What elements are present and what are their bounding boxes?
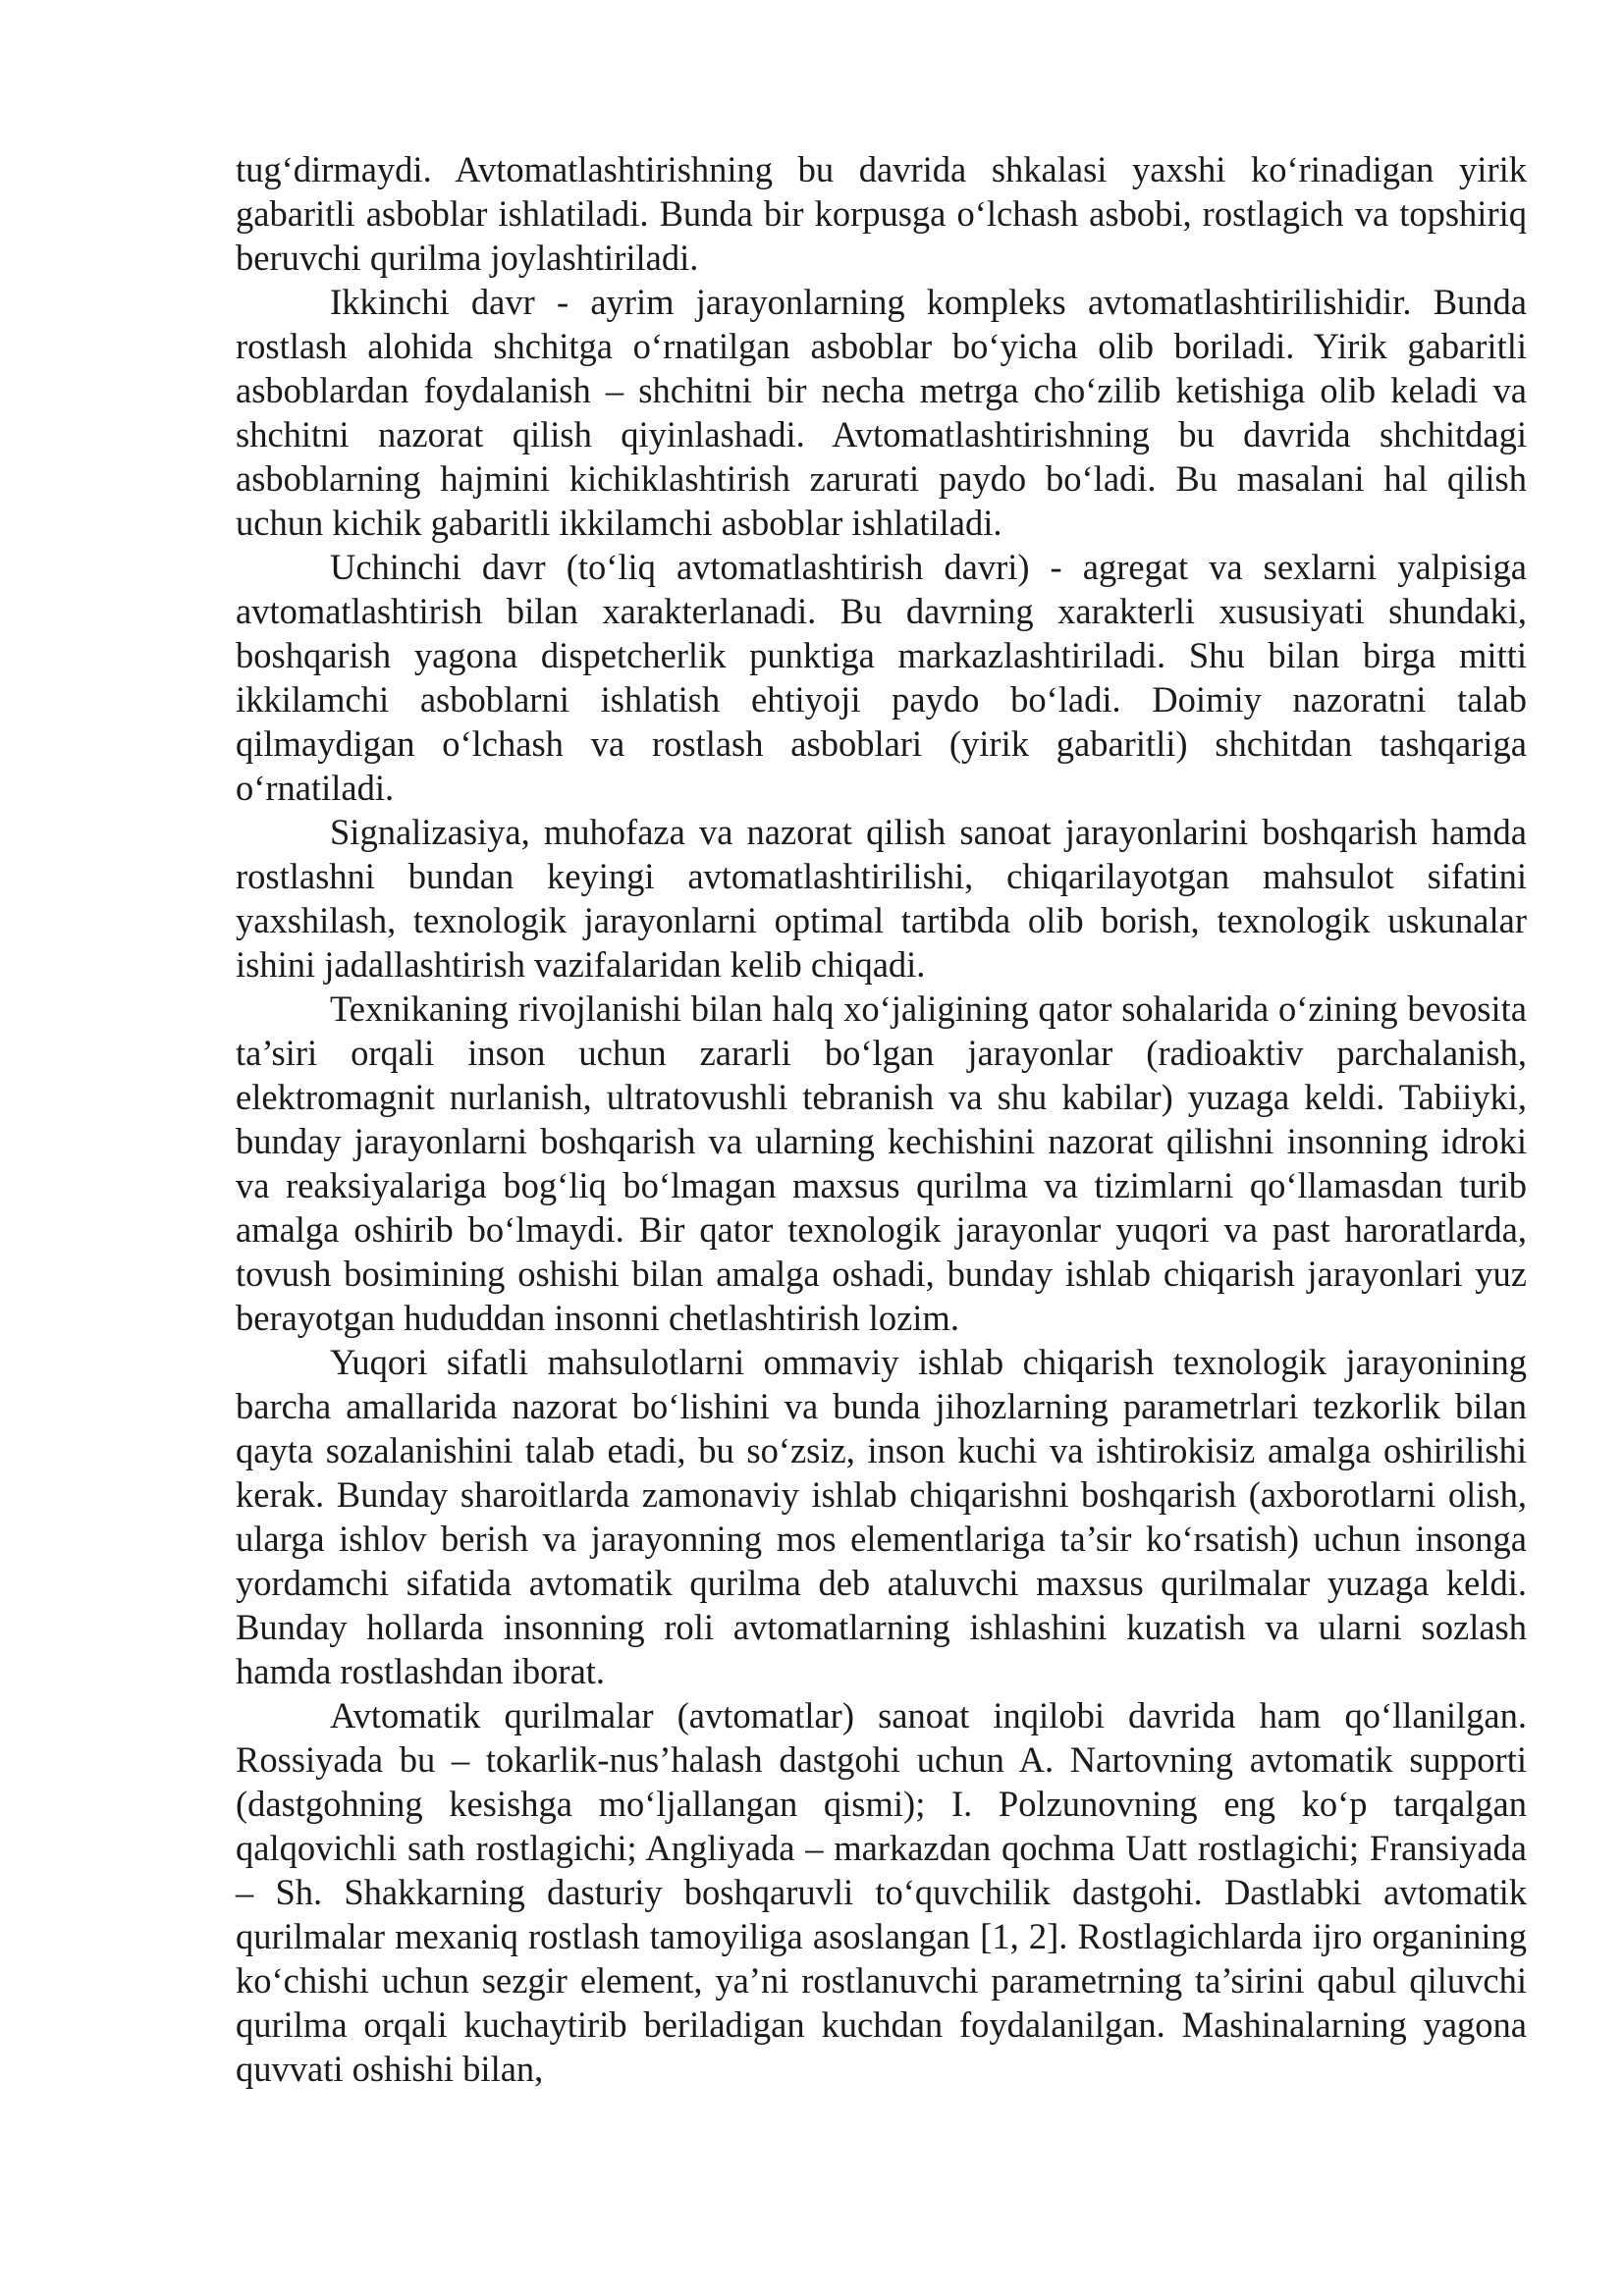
paragraph-signalization: Signalizasiya, muhofaza va nazorat qilish sanoat jarayonlarini boshqarish hamda rostlashni bundan keyingi avtomatlashtirilishi, chiqarilayotgan mahsulot sifatini yaxshilash, texnologik jarayonlarni optimal tartibda olib borish, texnologik uskunalar ishini jadallashtirish vazifalaridan kelib chiqadi. xyxy=(236,812,1527,985)
document-page xyxy=(236,147,1527,2091)
paragraph-continuation: tug‘dirmaydi. Avtomatlashtirishning bu davrida shkalasi yaxshi ko‘rinadigan yirik gabaritli asboblar ishlatiladi. Bunda bir korpusga o‘lchash asbobi, rostlagich va topshiriq beruvchi qurilma joylashtiriladi. xyxy=(236,149,1527,278)
paragraph-technology-development: Texnikaning rivojlanishi bilan halq xo‘jaligining qator sohalarida o‘zining bevosita ta’siri orqali inson uchun zararli bo‘lgan jarayonlar (radioaktiv parchalanish, elektromagnit nurlanish, ultratovushli tebranish va shu kabilar) yuzaga keldi. Tabiiyki, bunday jarayonlarni boshqarish va ularning kechishini nazorat qilishni insonning idroki va reaksiyalariga bog‘liq bo‘lmagan maxsus qurilma va tizimlarni qo‘llamasdan turib amalga oshirib bo‘lmaydi. Bir qator texnologik jarayonlar yuqori va past haroratlarda, tovush bosimining oshishi bilan amalga oshadi, bunday ishlab chiqarish jarayonlari yuz berayotgan hududdan insonni chetlashtirish lozim. xyxy=(236,988,1527,1338)
paragraph-second-period: Ikkinchi davr - ayrim jarayonlarning kompleks avtomatlashtirilishidir. Bunda rostlash alohida shchitga o‘rnatilgan asboblar bo‘yicha olib boriladi. Yirik gabaritli asboblardan foydalanish – shchitni bir necha metrga cho‘zilib ketishiga olib keladi va shchitni nazorat qilish qiyinlashadi. Avtomatlashtirishning bu davrida shchitdagi asboblarning hajmini kichiklashtirish zarurati paydo bo‘ladi. Bu masalani hal qilish uchun kichik gabaritli ikkilamchi asboblar ishlatiladi. xyxy=(236,282,1527,543)
paragraph-mass-production: Yuqori sifatli mahsulotlarni ommaviy ishlab chiqarish texnologik jarayonining barcha amallarida nazorat bo‘lishini va bunda jihozlarning parametrlari tezkorlik bilan qayta sozalanishini talab etadi, bu so‘zsiz, inson kuchi va ishtirokisiz amalga oshirilishi kerak. Bunday sharoitlarda zamonaviy ishlab chiqarishni boshqarish (axborotlarni olish, ularga ishlov berish va jarayonning mos elementlariga ta’sir ko‘rsatish) uchun insonga yordamchi sifatida avtomatik qurilma deb ataluvchi maxsus qurilmalar yuzaga keldi. Bunday hollarda insonning roli avtomatlarning ishlashini kuzatish va ularni sozlash hamda rostlashdan iborat. xyxy=(236,1342,1527,1691)
paragraph-automatic-devices: Avtomatik qurilmalar (avtomatlar) sanoat inqilobi davrida ham qo‘llanilgan. Rossiyada bu – tokarlik-nus’halash dastgohi uchun A. Nartovning avtomatik supporti (dastgohning kesishga mo‘ljallangan qismi); I. Polzunovning eng ko‘p tarqalgan qalqovichli sath rostlagichi; Angliyada – markazdan qochma Uatt rostlagichi; Fransiyada – Sh. Shakkarning dasturiy boshqaruvli to‘quvchilik dastgohi. Dastlabki avtomatik qurilmalar mexaniq rostlash tamoyiliga asoslangan [1, 2]. Rostlagichlarda ijro organining ko‘chishi uchun sezgir element, ya’ni rostlanuvchi parametrning ta’sirini qabul qiluvchi qurilma orqali kuchaytirib beriladigan kuchdan foydalanilgan. Mashinalarning yagona quvvati oshishi bilan, xyxy=(236,1695,1527,2089)
paragraph-third-period: Uchinchi davr (to‘liq avtomatlashtirish davri) - agregat va sexlarni yalpisiga avtomatlashtirish bilan xarakterlanadi. Bu davrning xarakterli xususiyati shundaki, boshqarish yagona dispetcherlik punktiga markazlashtiriladi. Shu bilan birga mitti ikkilamchi asboblarni ishlatish ehtiyoji paydo bo‘ladi. Doimiy nazoratni talab qilmaydigan o‘lchash va rostlash asboblari (yirik gabaritli) shchitdan tashqariga o‘rnatiladi. xyxy=(236,547,1527,808)
